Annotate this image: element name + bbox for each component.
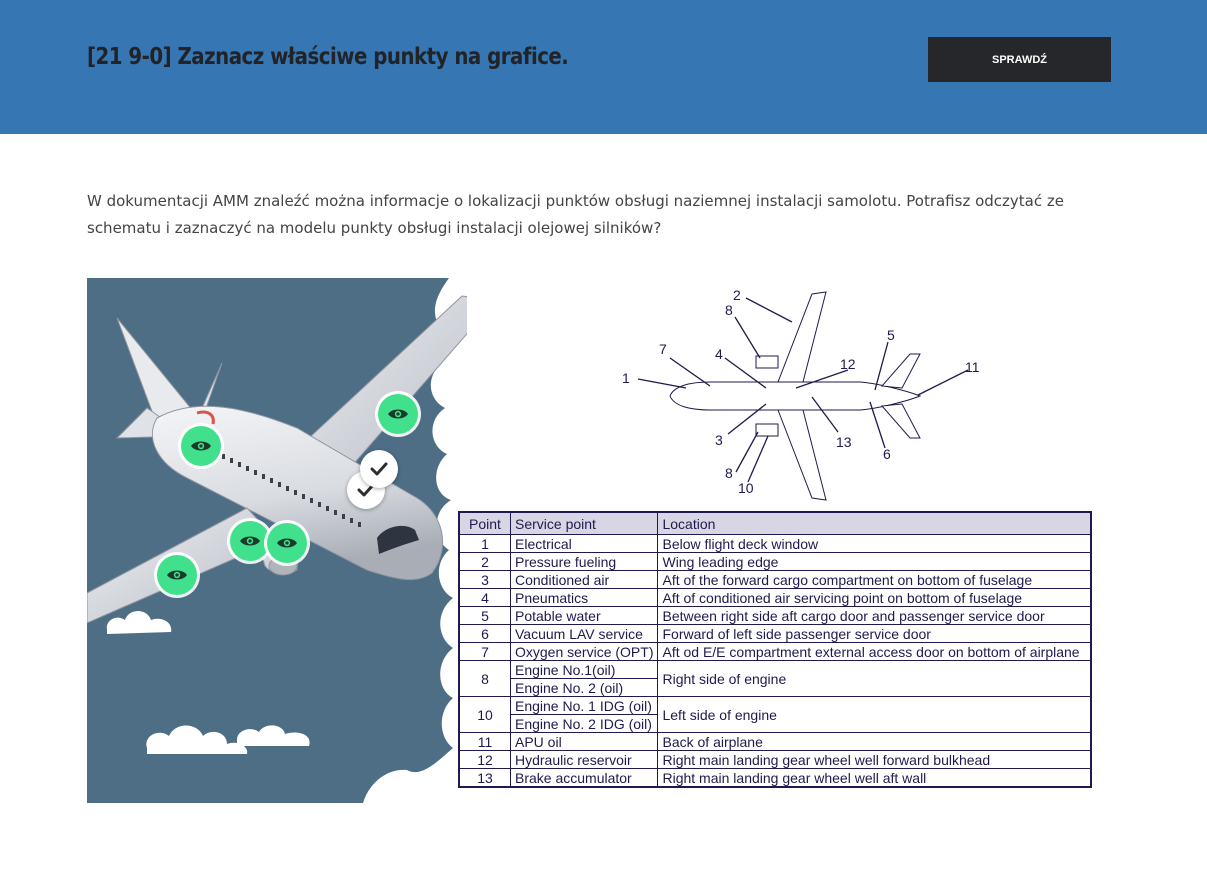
diagram-label-2: 2 <box>733 287 741 303</box>
cell-point: 7 <box>459 643 511 661</box>
cell-service: Pneumatics <box>511 589 658 607</box>
cell-point: 11 <box>459 733 511 751</box>
cell-point: 5 <box>459 607 511 625</box>
hotspot-far-wing[interactable] <box>378 394 418 434</box>
cell-point: 2 <box>459 553 511 571</box>
hotspot-tail[interactable] <box>181 426 221 466</box>
cell-service: Hydraulic reservoir <box>511 751 658 769</box>
hotspot-near-wing[interactable] <box>157 555 197 595</box>
cell-service: Brake accumulator <box>511 769 658 788</box>
cell-service: Engine No. 2 IDG (oil) <box>511 715 658 733</box>
cell-location: Below flight deck window <box>658 535 1091 553</box>
cell-service: Potable water <box>511 607 658 625</box>
cell-service: Engine No. 1 IDG (oil) <box>511 697 658 715</box>
table-header-row <box>459 512 1091 535</box>
cell-point: 10 <box>459 697 511 733</box>
column-header-location: Location <box>658 512 1091 535</box>
cell-service: Pressure fueling <box>511 553 658 571</box>
cell-point: 1 <box>459 535 511 553</box>
table-row <box>459 553 1091 571</box>
diagram-label-10: 10 <box>738 480 754 496</box>
cell-location: Right main landing gear wheel well forward bulkhead <box>658 751 1091 769</box>
cell-location: Wing leading edge <box>658 553 1091 571</box>
table-row <box>459 751 1091 769</box>
task-description: W dokumentacji AMM znaleźć można informacje o lokalizacji punktów obsługi naziemnej instalacji samolotu. Potrafisz odczytać ze schematu i zaznaczyć na modelu punkty obsługi instalacji olejowej silników? <box>87 192 1064 237</box>
table-row <box>459 769 1091 788</box>
airplane-illustration <box>87 278 467 803</box>
cell-service: Engine No.1(oil) <box>511 661 658 679</box>
table-row <box>459 607 1091 625</box>
cell-point: 12 <box>459 751 511 769</box>
diagram-label-3: 3 <box>715 432 723 448</box>
cell-location: Left side of engine <box>658 697 1091 733</box>
cell-service: Vacuum LAV service <box>511 625 658 643</box>
diagram-label-1: 1 <box>622 370 630 386</box>
selected-marker-2[interactable] <box>360 450 398 488</box>
diagram-label-11: 11 <box>965 359 980 375</box>
diagram-label-6: 6 <box>883 446 891 462</box>
cell-location: Forward of left side passenger service door <box>658 625 1091 643</box>
table-row <box>459 625 1091 643</box>
cell-location: Between right side aft cargo door and passenger service door <box>658 607 1091 625</box>
table-row <box>459 589 1091 607</box>
table-row <box>459 643 1091 661</box>
cell-service: Oxygen service (OPT) <box>511 643 658 661</box>
hotspot-engine-left[interactable] <box>230 521 270 561</box>
table-row <box>459 697 1091 715</box>
cell-service: Engine No. 2 (oil) <box>511 679 658 697</box>
table-row <box>459 535 1091 553</box>
check-button[interactable]: SPRAWDŹ <box>928 37 1111 82</box>
table-row <box>459 733 1091 751</box>
eye-icon <box>166 568 188 582</box>
diagram-label-7: 7 <box>659 341 667 357</box>
eye-icon <box>190 439 212 453</box>
table-row <box>459 661 1091 679</box>
column-header-point: Point <box>459 512 511 535</box>
page-header <box>0 0 1207 134</box>
service-points-table <box>458 511 1092 788</box>
page-title: [21 9-0] Zaznacz właściwe punkty na grafice. <box>87 44 569 70</box>
cell-service: APU oil <box>511 733 658 751</box>
cell-location: Aft od E/E compartment external access door on bottom of airplane <box>658 643 1091 661</box>
diagram-label-8-bottom: 8 <box>725 465 733 481</box>
cell-service: Conditioned air <box>511 571 658 589</box>
eye-icon <box>239 534 261 548</box>
cell-point: 13 <box>459 769 511 788</box>
cell-location: Aft of the forward cargo compartment on bottom of fuselage <box>658 571 1091 589</box>
column-header-service-point: Service point <box>511 512 658 535</box>
eye-icon <box>387 407 409 421</box>
cell-location: Back of airplane <box>658 733 1091 751</box>
cell-location: Right side of engine <box>658 661 1091 697</box>
cell-point: 8 <box>459 661 511 697</box>
cell-service: Electrical <box>511 535 658 553</box>
eye-icon <box>276 536 298 550</box>
diagram-label-8-top: 8 <box>725 302 733 318</box>
top-view-airplane <box>600 282 1020 507</box>
diagram-label-13: 13 <box>836 434 852 450</box>
diagram-label-4: 4 <box>715 346 723 362</box>
hotspot-engine-right[interactable] <box>267 523 307 563</box>
cell-location: Aft of conditioned air servicing point on bottom of fuselage <box>658 589 1091 607</box>
cell-point: 3 <box>459 571 511 589</box>
cell-point: 6 <box>459 625 511 643</box>
table-row <box>459 571 1091 589</box>
diagram-label-12: 12 <box>840 356 856 372</box>
cell-location: Right main landing gear wheel well aft wall <box>658 769 1091 788</box>
service-points-diagram <box>600 282 1020 507</box>
diagram-label-5: 5 <box>887 327 895 343</box>
cell-point: 4 <box>459 589 511 607</box>
check-icon <box>370 462 388 476</box>
